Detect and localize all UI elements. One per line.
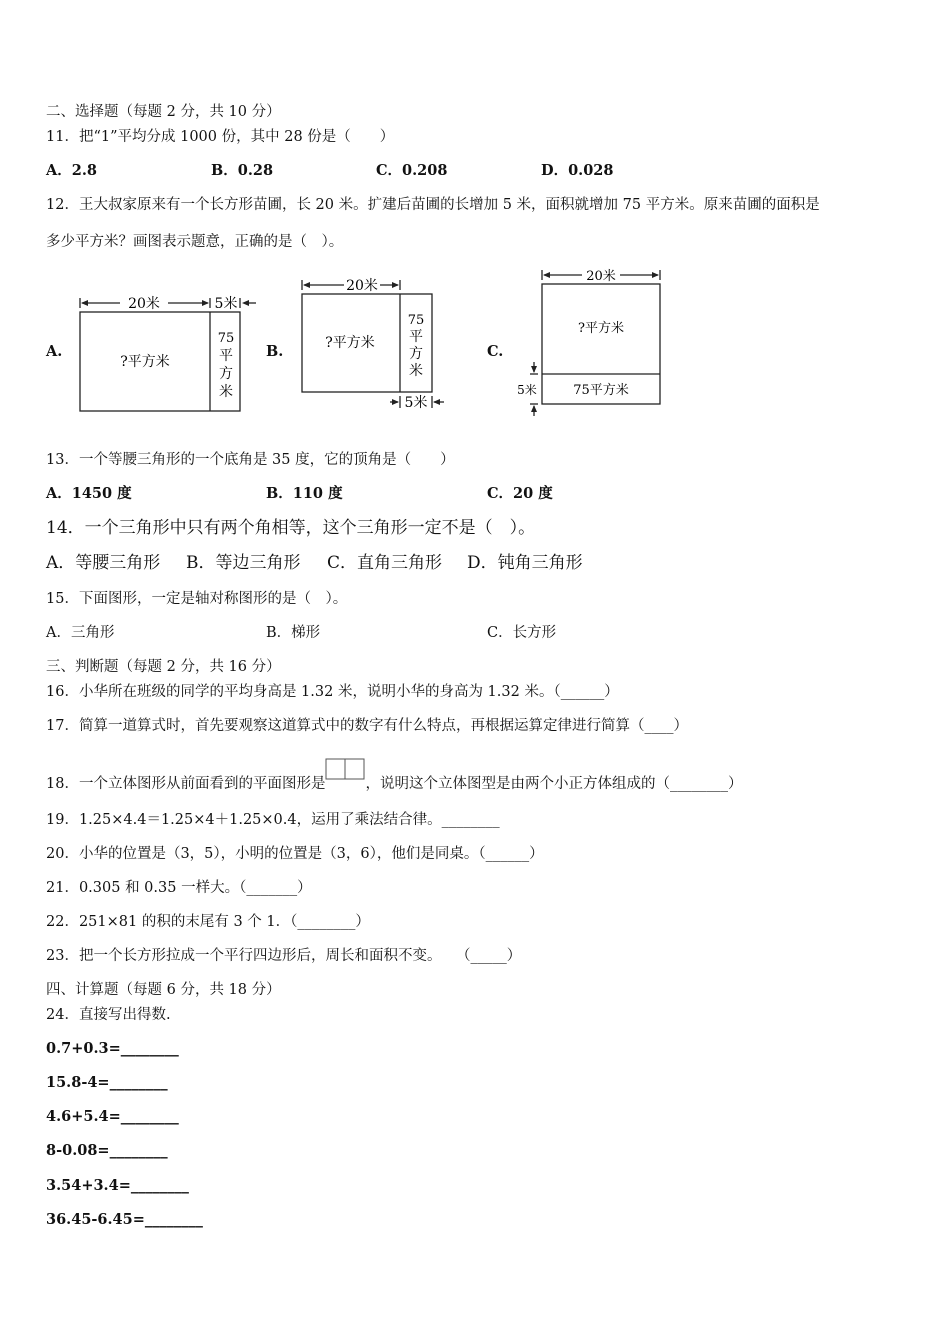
option-b: B．0.28 [211, 162, 274, 179]
figure-b [292, 274, 457, 416]
option-a: A．1450 度 [46, 485, 132, 502]
section-title-calculation: 四、计算题（每题 6 分，共 18 分） [46, 982, 281, 998]
calc-item-6: 36.45-6.45=________ [46, 1211, 203, 1228]
figure-b-length-20: 20米 [346, 278, 378, 294]
figure-label-c: C. [487, 343, 504, 360]
svg-text:米: 米 [409, 363, 423, 379]
question-20: 20．小华的位置是（3，5），小明的位置是（3，6），他们是同桌。（______） [46, 846, 544, 862]
calc-item-4: 8-0.08=________ [46, 1142, 168, 1159]
question-21: 21．0.305 和 0.35 一样大。（_______） [46, 880, 312, 896]
figure-b-unknown-area: ?平方米 [325, 335, 375, 351]
question-22: 22．251×81 的积的末尾有 3 个 1．（________） [46, 914, 370, 930]
figure-c-area-75: 75平方米 [573, 383, 629, 398]
option-b: B．梯形 [266, 625, 321, 641]
question-14: 14．一个三角形中只有两个角相等，这个三角形一定不是（ ）。 [46, 518, 536, 538]
option-a: A．三角形 [46, 625, 115, 641]
svg-text:方: 方 [409, 346, 423, 362]
figure-c-width-5: 5米 [517, 383, 537, 397]
question-11: 11．把“1”平均分成 1000 份，其中 28 份是（ ） [46, 129, 395, 145]
option-c: C．0.208 [376, 162, 448, 179]
calc-item-3: 4.6+5.4=________ [46, 1108, 179, 1125]
question-17: 17．简算一道算式时，首先要观察这道算式中的数字有什么特点，再根据运算定律进行简算（____） [46, 718, 688, 734]
figure-a [70, 290, 265, 420]
figure-c-length-20: 20米 [586, 269, 616, 284]
figure-a-length-20: 20米 [128, 296, 160, 312]
figure-a-unknown-area: ?平方米 [120, 354, 170, 370]
question-18-after: ，说明这个立体图型是由两个小正方体组成的（________） [365, 776, 743, 792]
figure-b-length-5: 5米 [404, 395, 428, 411]
figure-label-b: B. [266, 343, 284, 360]
calc-item-1: 0.7+0.3=________ [46, 1040, 179, 1057]
calc-item-5: 3.54+3.4=________ [46, 1177, 189, 1194]
option-b: B．110 度 [266, 485, 343, 502]
question-23: 23．把一个长方形拉成一个平行四边形后，周长和面积不变。 （_____） [46, 948, 522, 964]
figure-a-75: 75 [217, 331, 235, 346]
svg-text:平: 平 [409, 329, 423, 345]
question-16: 16．小华所在班级的同学的平均身高是 1.32 米，说明小华的身高为 1.32 米。（______） [46, 684, 619, 700]
question-18 [46, 762, 742, 794]
option-b: B．等边三角形 [186, 553, 301, 573]
question-12-line2: 多少平方米？画图表示题意，正确的是（ ）。 [46, 234, 344, 250]
figure-a-length-5: 5米 [214, 296, 238, 312]
option-a: A．等腰三角形 [46, 553, 161, 573]
option-a: A．2.8 [46, 162, 97, 179]
figure-c-unknown-area: ?平方米 [578, 321, 624, 336]
svg-text:方: 方 [219, 366, 233, 382]
option-d: D．0.028 [541, 162, 614, 179]
question-24: 24．直接写出得数. [46, 1007, 171, 1023]
option-c: C．20 度 [487, 485, 553, 502]
calc-item-2: 15.8-4=________ [46, 1074, 168, 1091]
option-c: C．长方形 [487, 625, 557, 641]
option-c: C．直角三角形 [327, 553, 443, 573]
question-13: 13．一个等腰三角形的一个底角是 35 度，它的顶角是（ ） [46, 452, 455, 468]
section-title-judgement: 三、判断题（每题 2 分，共 16 分） [46, 659, 281, 675]
two-squares-figure [325, 762, 365, 782]
question-18-before: 18．一个立体图形从前面看到的平面图形是 [46, 776, 326, 792]
section-title-choice: 二、选择题（每题 2 分，共 10 分） [46, 104, 281, 120]
figure-c [510, 262, 670, 420]
svg-text:米: 米 [219, 384, 233, 400]
option-d: D．钝角三角形 [467, 553, 583, 573]
figure-label-a: A. [46, 343, 63, 360]
figure-b-75: 75 [407, 313, 425, 328]
svg-text:平: 平 [219, 348, 233, 364]
question-12-line1: 12．王大叔家原来有一个长方形苗圃，长 20 米。扩建后苗圃的长增加 5 米，面积就增加 75 平方米。原来苗圃的面积是 [46, 197, 820, 213]
question-15: 15．下面图形，一定是轴对称图形的是（ ）。 [46, 591, 348, 607]
question-19: 19．1.25×4.4＝1.25×4＋1.25×0.4，运用了乘法结合律。________ [46, 812, 500, 828]
